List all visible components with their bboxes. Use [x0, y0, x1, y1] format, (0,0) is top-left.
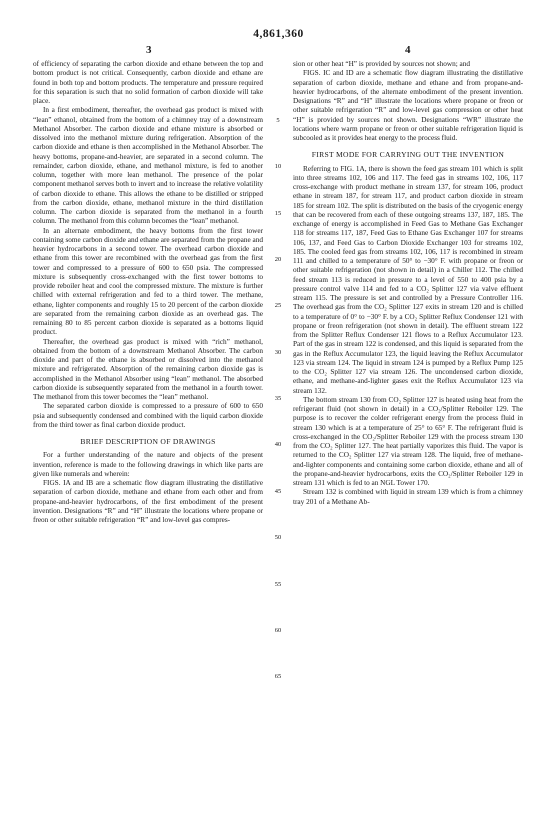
line-number: 20	[274, 256, 282, 263]
left-paragraph: In a first embodiment, thereafter, the overhead gas product is mixed with “lean” ethanol, obtained from the bottom of a chimney tray of a downstream Methanol Absorber. The carbon dioxide and ethane mixture is absorbed or dissolved into the methanol mixture during refrigeration. Absorption of the carbon dioxide and ethane is then accomplished in the Methanol Absorber. The heavy bottoms, propane-and-heavier, are separated in a second column. The remainder, carbon dioxide, ethane, and methanol mixture, is fed to another column, together with more lean methanol. The presence of the polar component methanol serves both to invert and to increase the relative volatility of carbon dioxide to ethane. This allows the ethane to be distilled or stripped from the carbon dioxide, ethane, methanol mixture in the third distillation column. The carbon dioxide is separated from the methanol in a fourth column. The methanol from this column becomes the “lean” methanol.	[33, 106, 263, 226]
right-page-number: 4	[405, 44, 411, 56]
section-heading: BRIEF DESCRIPTION OF DRAWINGS	[80, 437, 216, 446]
line-number: 5	[276, 117, 280, 124]
line-number: 30	[274, 349, 282, 356]
left-column	[33, 60, 263, 525]
line-number: 60	[274, 627, 282, 634]
left-paragraph: The separated carbon dioxide is compressed to a pressure of 600 to 650 psia and subsequently condensed and combined with the liquid carbon dioxide from the third tower as final carbon dioxide product.	[33, 402, 263, 429]
line-number: 45	[274, 488, 282, 495]
line-number: 15	[274, 210, 282, 217]
line-number: 25	[274, 302, 282, 309]
section-heading: FIRST MODE FOR CARRYING OUT THE INVENTION	[311, 150, 505, 160]
left-paragraph: For a further understanding of the nature and objects of the present invention, reference is made to the following drawings in which like parts are given like numerals and wherein:	[33, 451, 263, 478]
right-paragraph: sion or other heat “H” is provided by sources not shown; and	[293, 60, 470, 68]
right-column	[293, 60, 523, 507]
line-number: 35	[274, 395, 282, 402]
right-paragraph: Stream 132 is combined with liquid in stream 139 which is from a chimney tray 201 of a Methane Ab-	[293, 488, 523, 506]
line-number: 55	[274, 581, 282, 588]
line-number: 10	[274, 163, 282, 170]
left-paragraph: of efficiency of separating the carbon dioxide and ethane between the top and bottom product is not critical. Consequently, carbon dioxide and ethane are found in both top and bottom products. The temperature and pressure required for this separation is such that no solid formation of carbon dioxide will take place.	[33, 60, 263, 105]
left-paragraph: Thereafter, the overhead gas product is mixed with “rich” methanol, obtained from the bottom of a downstream Methanol Absorber. The carbon dioxide and part of the ethane is absorbed or dissolved into the methanol mixture and refrigerated. Absorption of the remaining carbon dioxide gas is accomplished in the Methanol Absorber using “lean” methanol. The absorbed carbon dioxide is subsequently separated from the methanol in a fourth tower. The methanol from this tower becomes the “lean” methanol.	[33, 337, 263, 401]
left-paragraph: FIGS. IA and IB are a schematic flow diagram illustrating the distillative separation of carbon dioxide, methane and ethane from each other and from propane-and-heavier hydrocarbons, of the first embodiment of the present invention. Designations “R” and “H” illustrate the locations where propane or freon or other suitable refrigeration “R” and low-level gas compres-	[33, 479, 263, 524]
line-number: 65	[274, 673, 282, 680]
right-paragraph: Referring to FIG. 1A, there is shown the feed gas stream 101 which is split into three streams 102, 106 and 117. The feed gas in streams 102, 106, 117 cross-exchange with product methane in stream 137, for stream 106, product ethane in stream 187, for stream 117, and product carbon dioxide in stream 185 for stream 102. The split is distributed on the basis of the cryogenic energy that can be recovered from each of these outgoing streams 137, 187, 185. The exchange of energy is accomplished in Feed Gas to Methane Gas Exchanger 118 for streams 117, 187, Feed Gas to Ethane Gas Exchanger 107 for streams 106, 137, and Feed Gas to Carbon Dioxide Exchanger 103 for streams 102, 185. The cooled feed gas from streams 102, 106, 117 is recombined in stream 111 and chilled to a temperature of 50° to −30° F. with propane or freon or other suitable refrigeration (not shown in detail) in a Chiller 112. The chilled feed stream 113 is reduced in pressure to a level of 550 to 400 psia by a pressure control valve 114 and fed to a CO₂ Splitter 127 via valve effluent stream 115. The pressure is set and controlled by a Pressure Controller 116. The overhead gas from the CO₂ Splitter 127 exits in stream 120 and is chilled to a temperature of 0° to −30° F. by a CO₂ Splitter Reflux Condenser 121 with propane or freon refrigeration (not shown in detail). The effluent stream 122 from the Splitter Reflux Condenser 121 flows to a Reflux Accumulator 123. Part of the gas in stream 122 is condensed, and this liquid is separated from the gas in the Reflux Accumulator 123, the liquid leaving the Reflux Accumulator 123 via stream 124. The liquid in stream 124 is pumped by a Reflux Pump 125 to the CO₂ Splitter 127 via stream 126. The uncondensed carbon dioxide, ethane, and methane-and-lighter gases exit the Reflux Accumulator 123 via stream 132.	[293, 164, 523, 395]
right-paragraph: The bottom stream 130 from CO₂ Splitter 127 is heated using heat from the refrigerant fluid (not shown in detail) in a CO₂/Splitter Reboiler 129. The purpose is to recover the colder refrigerant energy from the process fluid in stream 130 which is at a temperature of 25° to 65° F. The refrigerant fluid is cross-exchanged in the CO₂/Splitter Reboiler 129 with the process stream 130 from the CO₂ Splitter 127. The heat partially vaporizes this fluid. The vapor is returned to the CO₂ Splitter 127 via stream 128. The liquid, free of methane-and-lighter components and containing some carbon dioxide, ethane and all of the propane-and-heavier hydrocarbons, exits the CO₂/Splitter Reboiler 129 in stream 131 which is fed to an NGL Tower 170.	[293, 395, 523, 487]
line-number: 40	[274, 441, 282, 448]
left-page-number: 3	[146, 44, 152, 56]
right-paragraph: FIGS. IC and ID are a schematic flow diagram illustrating the distillative separation of carbon dioxide, methane and ethane and from propane-and-heavier hydrocarbons, of the alternate embodiment of the present invention. Designations “R” and “H” illustrate the locations where propane or freon or other suitable refrigeration “R” and low-level gas compression or other heat “H” is provided by sources not shown. Designations “WR” illustrate the locations where warm propane or freon or other suitable refrigeration liquid is subcooled as it provides heat energy to the process fluid.	[293, 69, 523, 142]
line-number: 50	[274, 534, 282, 541]
patent-number: 4,861,360	[253, 28, 304, 40]
left-paragraph: In an alternate embodiment, the heavy bottoms from the first tower containing some carbon dioxide and ethane are separated from the propane and heavier hydrocarbons in a second tower. The overhead carbon dioxide and ethane from this tower are recombined with the overhead gas from the first tower and compressed to a pressure of 600 to 650 psia. The compressed mixture is subsequently cross-exchanged with the first tower bottoms to provide reboiler heat and cool the compressed mixture. The mixture is further chilled with external refrigeration and fed to a third tower. The methane, ethane, lighter components and roughly 15 to 20 percent of the carbon dioxide are separated from the remaining carbon dioxide as an overhead gas. The remaining 80 to 85 percent carbon dioxide is separated as a bottoms liquid product.	[33, 226, 263, 337]
